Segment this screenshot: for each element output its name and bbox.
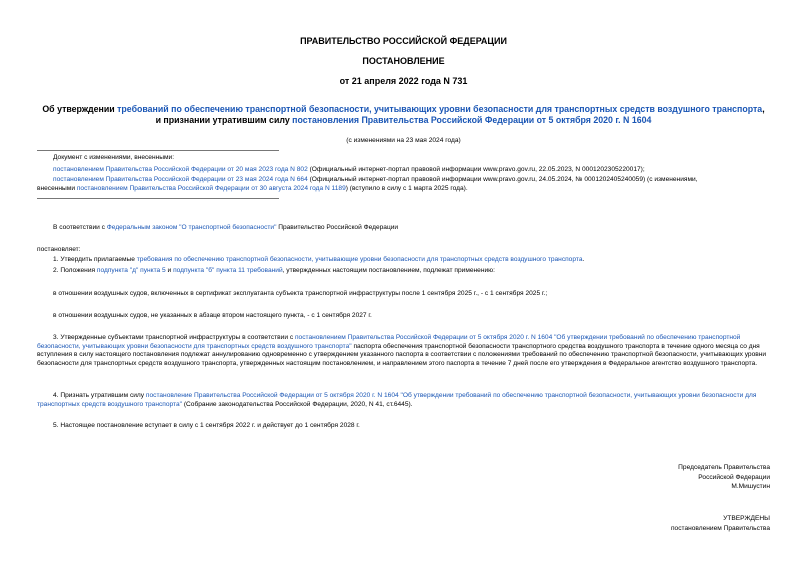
clause-2-para-2: в отношении воздушных судов, включенных в сертификат эксплуатанта субъекта транспортной инфраструктуры после 1 сентября 2025 г., - с 1 сентября 2025 г.; [53,290,548,297]
clause-2-b: и [165,267,174,274]
clause-2 [53,267,495,276]
link-subpoint-d[interactable]: подпункта "д" пункта 5 [96,267,166,274]
doc-type-heading: ПОСТАНОВЛЕНИЕ [362,56,445,66]
change-text-1189-suffix: ) (вступило в силу с 1 марта 2025 года). [345,185,468,192]
change-link-664[interactable]: постановлением Правительства Российской Федерации от 23 мая 2024 года N 664 [53,176,308,183]
clause-1-a: 1. Утвердить прилагаемые [53,256,137,263]
changes-intro: Документ с изменениями, внесенными: [53,154,175,161]
clause-4 [37,392,772,409]
link-subpoint-b[interactable]: подпункта "б" пункта 11 требований [173,267,283,274]
approved-by: постановлением Правительства [670,525,770,532]
revision-note: (с изменениями на 23 мая 2024 года) [346,137,461,144]
clause-3-b: паспорта обеспечения транспортной безопасности транспортного средства воздушного транспорта в течение одного месяца со дня вступления в силу настоящего постановления подлежат аннулированию одновременно с утверждением указанного паспорта в соответствии с положениями требований по обеспечению транспортной безопасности, учитывающих уровни безопасности для транспортных средств воздушного транспорта, утвержденных настоящим постановлением, и направлением этого паспорта в течение 7 дней после его утверждения в Федеральное агентство воздушного транспорта. [37,342,767,367]
separator-top [37,150,279,151]
preamble-a: В соответствии с [53,224,107,231]
change-link-802[interactable]: постановлением Правительства Российской Федерации от 20 мая 2023 года N 802 [53,166,308,173]
clause-2-para-3: в отношении воздушных судов, не указанных в абзаце втором настоящего пункта, - с 1 сентября 2027 г. [53,312,372,319]
clause-4-a: 4. Признать утратившим силу [53,392,146,399]
clause-4-b: (Собрание законодательства Российской Федерации, 2020, N 41, ст.6445). [181,400,413,408]
link-requirements[interactable]: требования по обеспечению транспортной безопасности, учитывающие уровни безопасности для транспортных средств воздушного транспорта [136,256,583,263]
clause-2-a: 2. Положения [53,267,97,274]
clause-1-b: . [582,256,585,263]
title-middle: и признании утратившим силу [155,115,293,125]
preamble-b: Правительство Российской Федерации [276,224,399,231]
issuer-heading: ПРАВИТЕЛЬСТВО РОССИЙСКОЙ ФЕДЕРАЦИИ [300,36,507,46]
changes-item-3 [37,185,468,194]
approved-heading: УТВЕРЖДЕНЫ [723,515,770,522]
title-link-resolution-1604[interactable]: постановления Правительства Российской Федерации от 5 октября 2020 г. N 1604 [292,115,652,125]
title-comma: , [762,104,765,114]
clause-3 [37,334,772,368]
changes-item-1 [53,166,645,175]
link-resolution-1604-b[interactable]: постановление Правительства Российской Федерации от 5 октября 2020 г. N 1604 "Об утверждении требований по обеспечению транспортной безопасности, учитывающих уровни безопасности для транспортных средств воздушного транспорта" [37,392,757,408]
doc-date-heading: от 21 апреля 2022 года N 731 [339,76,468,86]
change-link-1189[interactable]: постановлением Правительства Российской Федерации от 30 августа 2024 года N 1189 [76,185,346,192]
clause-2-c: , утвержденных настоящим постановлением, подлежат применению: [282,267,495,274]
change-text-1189-prefix: внесенными [37,185,77,192]
changes-item-2 [53,176,698,185]
change-text-664: (Официальный интернет-портал правовой информации www.pravo.gov.ru, 24.05.2024, № 0001202405240059) (с изменениями, [307,176,698,183]
title-prefix: Об утверждении [42,104,118,114]
clause-1 [53,256,584,265]
link-resolution-1604-a[interactable]: постановлением Правительства Российской Федерации от 5 октября 2020 г. N 1604 "Об утверждении требований по обеспечению транспортной безопасности, учитывающих уровни безопасности для транспортных средств воздушного транспорта" [37,334,741,350]
clause-5: 5. Настоящее постановление вступает в силу с 1 сентября 2022 г. и действует до 1 сентября 2028 г. [53,422,360,429]
signature-org: Российской Федерации [698,474,770,481]
signature-name: М.Мишустин [731,483,770,490]
decrees-word: постановляет: [37,246,81,253]
preamble [53,224,398,233]
title-link-requirements[interactable]: требований по обеспечению транспортной безопасности, учитывающих уровни безопасности для транспортных средств воздушного транспорта [117,104,763,114]
separator-bottom [37,198,279,199]
clause-3-a: 3. Утвержденные субъектами транспортной инфраструктуры в соответствии с [53,334,295,341]
signature-title: Председатель Правительства [678,464,770,471]
change-text-802: (Официальный интернет-портал правовой информации www.pravo.gov.ru, 22.05.2023, N 0001202305220017); [307,166,645,173]
link-federal-law[interactable]: Федеральным законом "О транспортной безопасности" [106,224,277,231]
document-title [0,104,807,126]
